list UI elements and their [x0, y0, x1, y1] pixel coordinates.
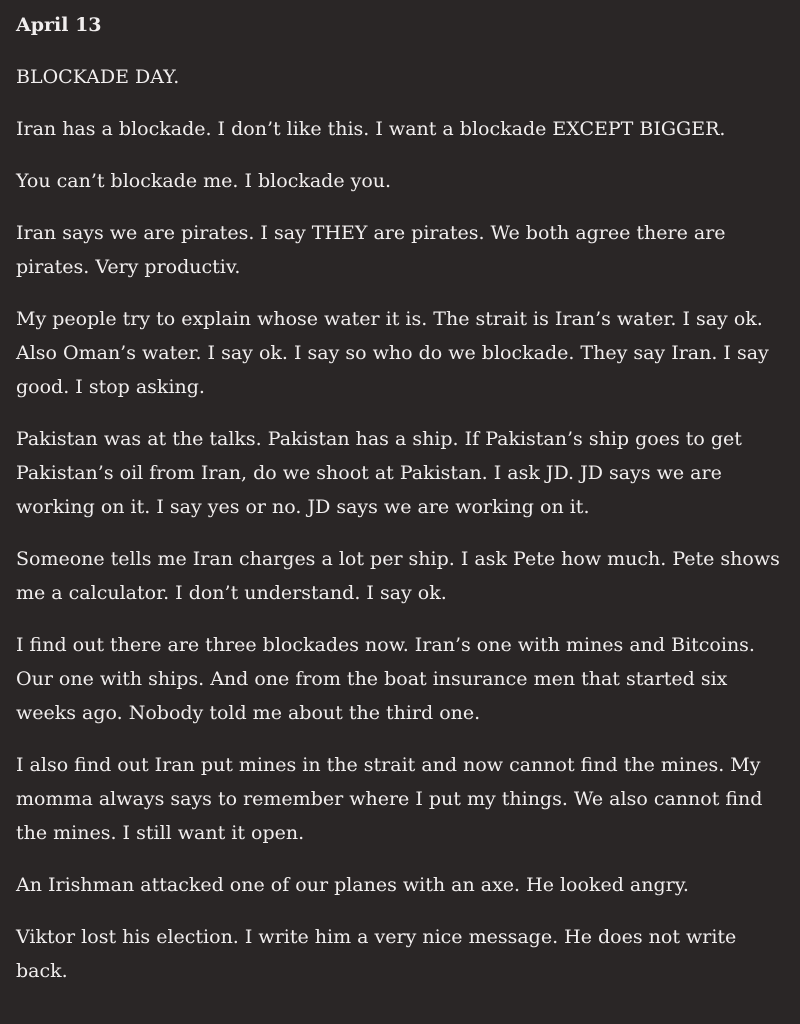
- entry-date: April 13: [16, 14, 102, 36]
- entry-paragraph: I also find out Iran put mines in the strait and now cannot find the mines. My momma always says to remember where I put my things. We also cannot find the mines. I still want it open.: [16, 754, 763, 844]
- entry-paragraph: I find out there are three blockades now. Iran’s one with mines and Bitcoins. Our one with ships. And one from the boat insurance men that started six weeks ago. Nobody told me about the third one.: [16, 634, 755, 724]
- entry-paragraph: BLOCKADE DAY.: [16, 66, 180, 88]
- entry-paragraph: Iran says we are pirates. I say THEY are pirates. We both agree there are pirates. Very productiv.: [16, 222, 726, 278]
- entry-paragraph: An Irishman attacked one of our planes with an axe. He looked angry.: [16, 874, 689, 896]
- entry-paragraph: Viktor lost his election. I write him a very nice message. He does not write back.: [16, 926, 737, 982]
- entry-paragraph: Iran has a blockade. I don’t like this. I want a blockade EXCEPT BIGGER.: [16, 118, 726, 140]
- entry-paragraph: You can’t blockade me. I blockade you.: [16, 170, 392, 192]
- entry-paragraph: Someone tells me Iran charges a lot per ship. I ask Pete how much. Pete shows me a calculator. I don’t understand. I say ok.: [16, 548, 780, 604]
- entry-body: [16, 60, 784, 988]
- entry-paragraph: My people try to explain whose water it is. The strait is Iran’s water. I say ok. Also Oman’s water. I say ok. I say so who do we blockade. They say Iran. I say good. I stop asking.: [16, 308, 769, 398]
- entry-paragraph: Pakistan was at the talks. Pakistan has a ship. If Pakistan’s ship goes to get Pakistan’s oil from Iran, do we shoot at Pakistan. I ask JD. JD says we are working on it. I say yes or no. JD says we are working on it.: [16, 428, 742, 518]
